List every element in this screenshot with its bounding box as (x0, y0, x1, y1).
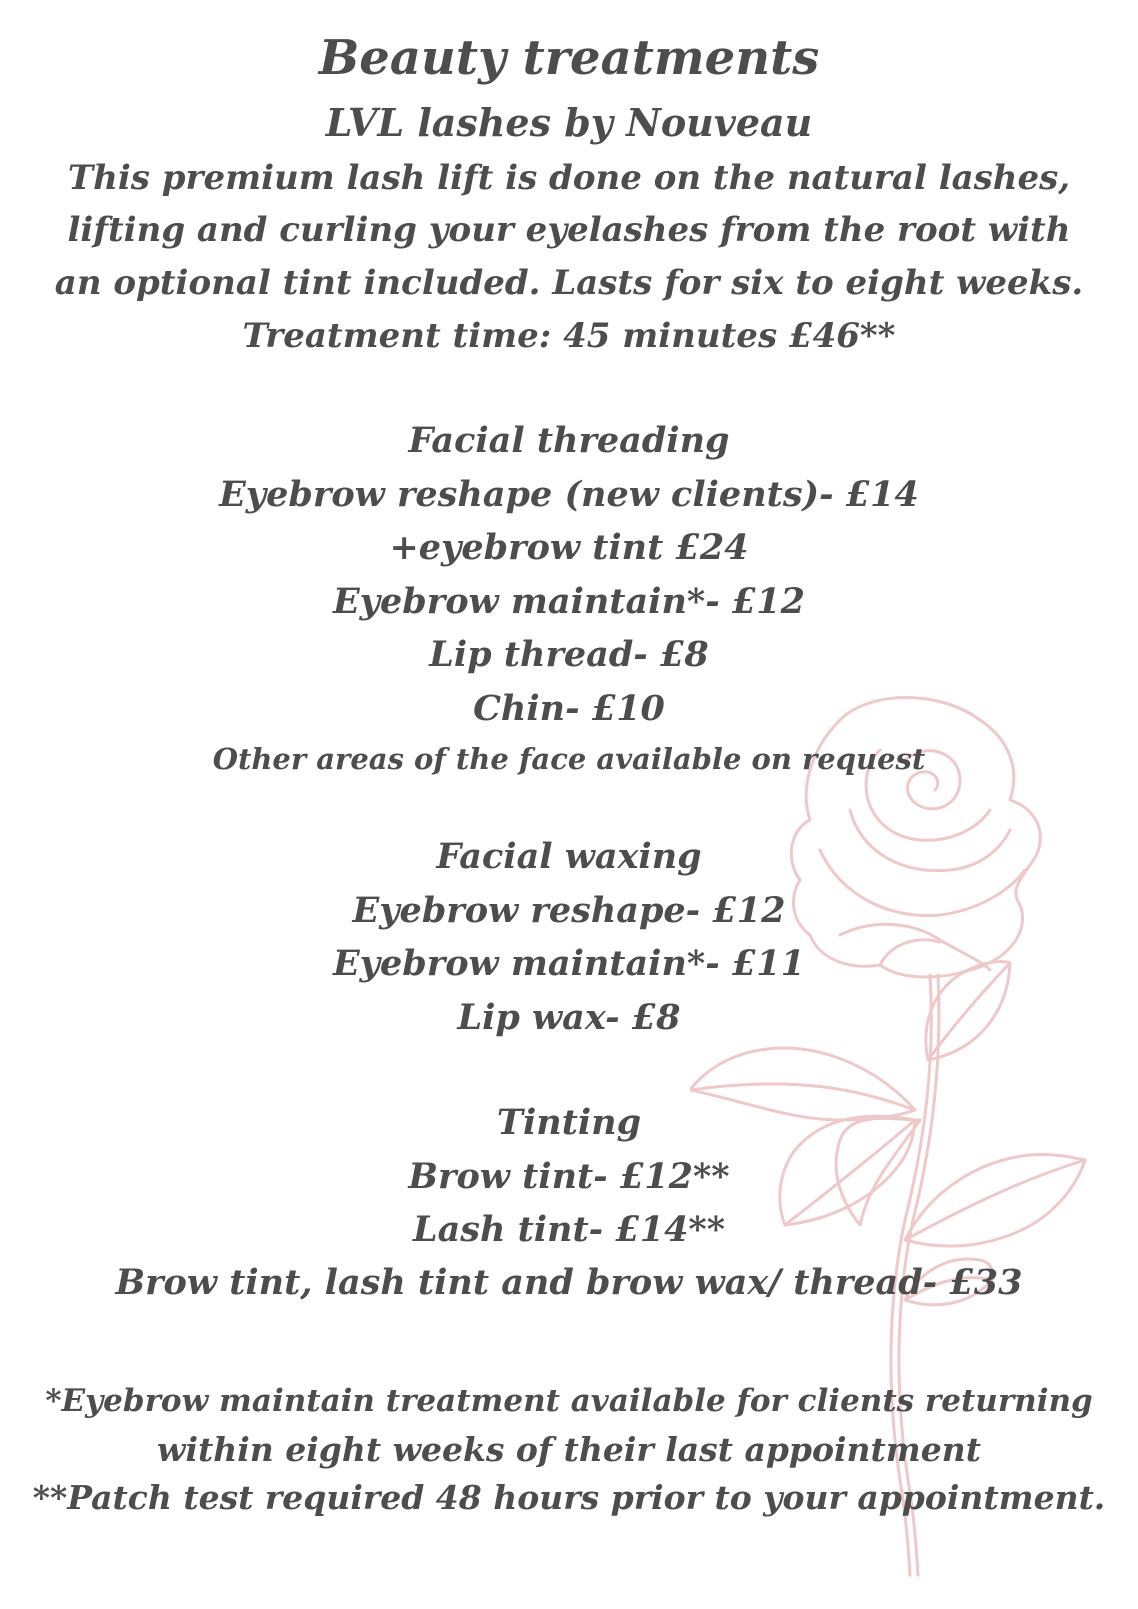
page-title: Beauty treatments (318, 30, 820, 86)
lvl-description-line-2: lifting and curling your eyelashes from the root with (67, 210, 1071, 250)
tinting-item-3: Brow tint, lash tint and brow wax/ thread- £33 (115, 1262, 1023, 1303)
waxing-heading: Facial waxing (436, 836, 702, 877)
waxing-item-2: Eyebrow maintain*- £11 (333, 943, 805, 984)
threading-item-3: Eyebrow maintain*- £12 (333, 581, 805, 622)
lvl-heading: LVL lashes by Nouveau (325, 100, 813, 145)
footnote-1: *Eyebrow maintain treatment available for clients returning (45, 1383, 1093, 1419)
threading-item-4: Lip thread- £8 (429, 634, 709, 675)
threading-note: Other areas of the face available on request (212, 742, 926, 776)
tinting-item-1: Brow tint- £12** (408, 1156, 730, 1197)
tinting-heading: Tinting (496, 1102, 642, 1143)
lvl-description-line-3: an optional tint included. Lasts for six to eight weeks. (54, 263, 1084, 303)
tinting-item-2: Lash tint- £14** (412, 1209, 726, 1250)
threading-item-2: +eyebrow tint £24 (389, 527, 749, 568)
threading-heading: Facial threading (408, 420, 730, 461)
waxing-item-1: Eyebrow reshape- £12 (352, 890, 786, 931)
lvl-treatment-time: Treatment time: 45 minutes £46** (242, 316, 896, 356)
footnote-3: **Patch test required 48 hours prior to your appointment. (32, 1478, 1106, 1517)
footnote-2: within eight weeks of their last appointment (157, 1430, 981, 1469)
waxing-item-3: Lip wax- £8 (457, 997, 681, 1038)
threading-item-5: Chin- £10 (473, 688, 665, 729)
threading-item-1: Eyebrow reshape (new clients)- £14 (219, 474, 919, 515)
lvl-description-line-1: This premium lash lift is done on the natural lashes, (67, 158, 1071, 198)
